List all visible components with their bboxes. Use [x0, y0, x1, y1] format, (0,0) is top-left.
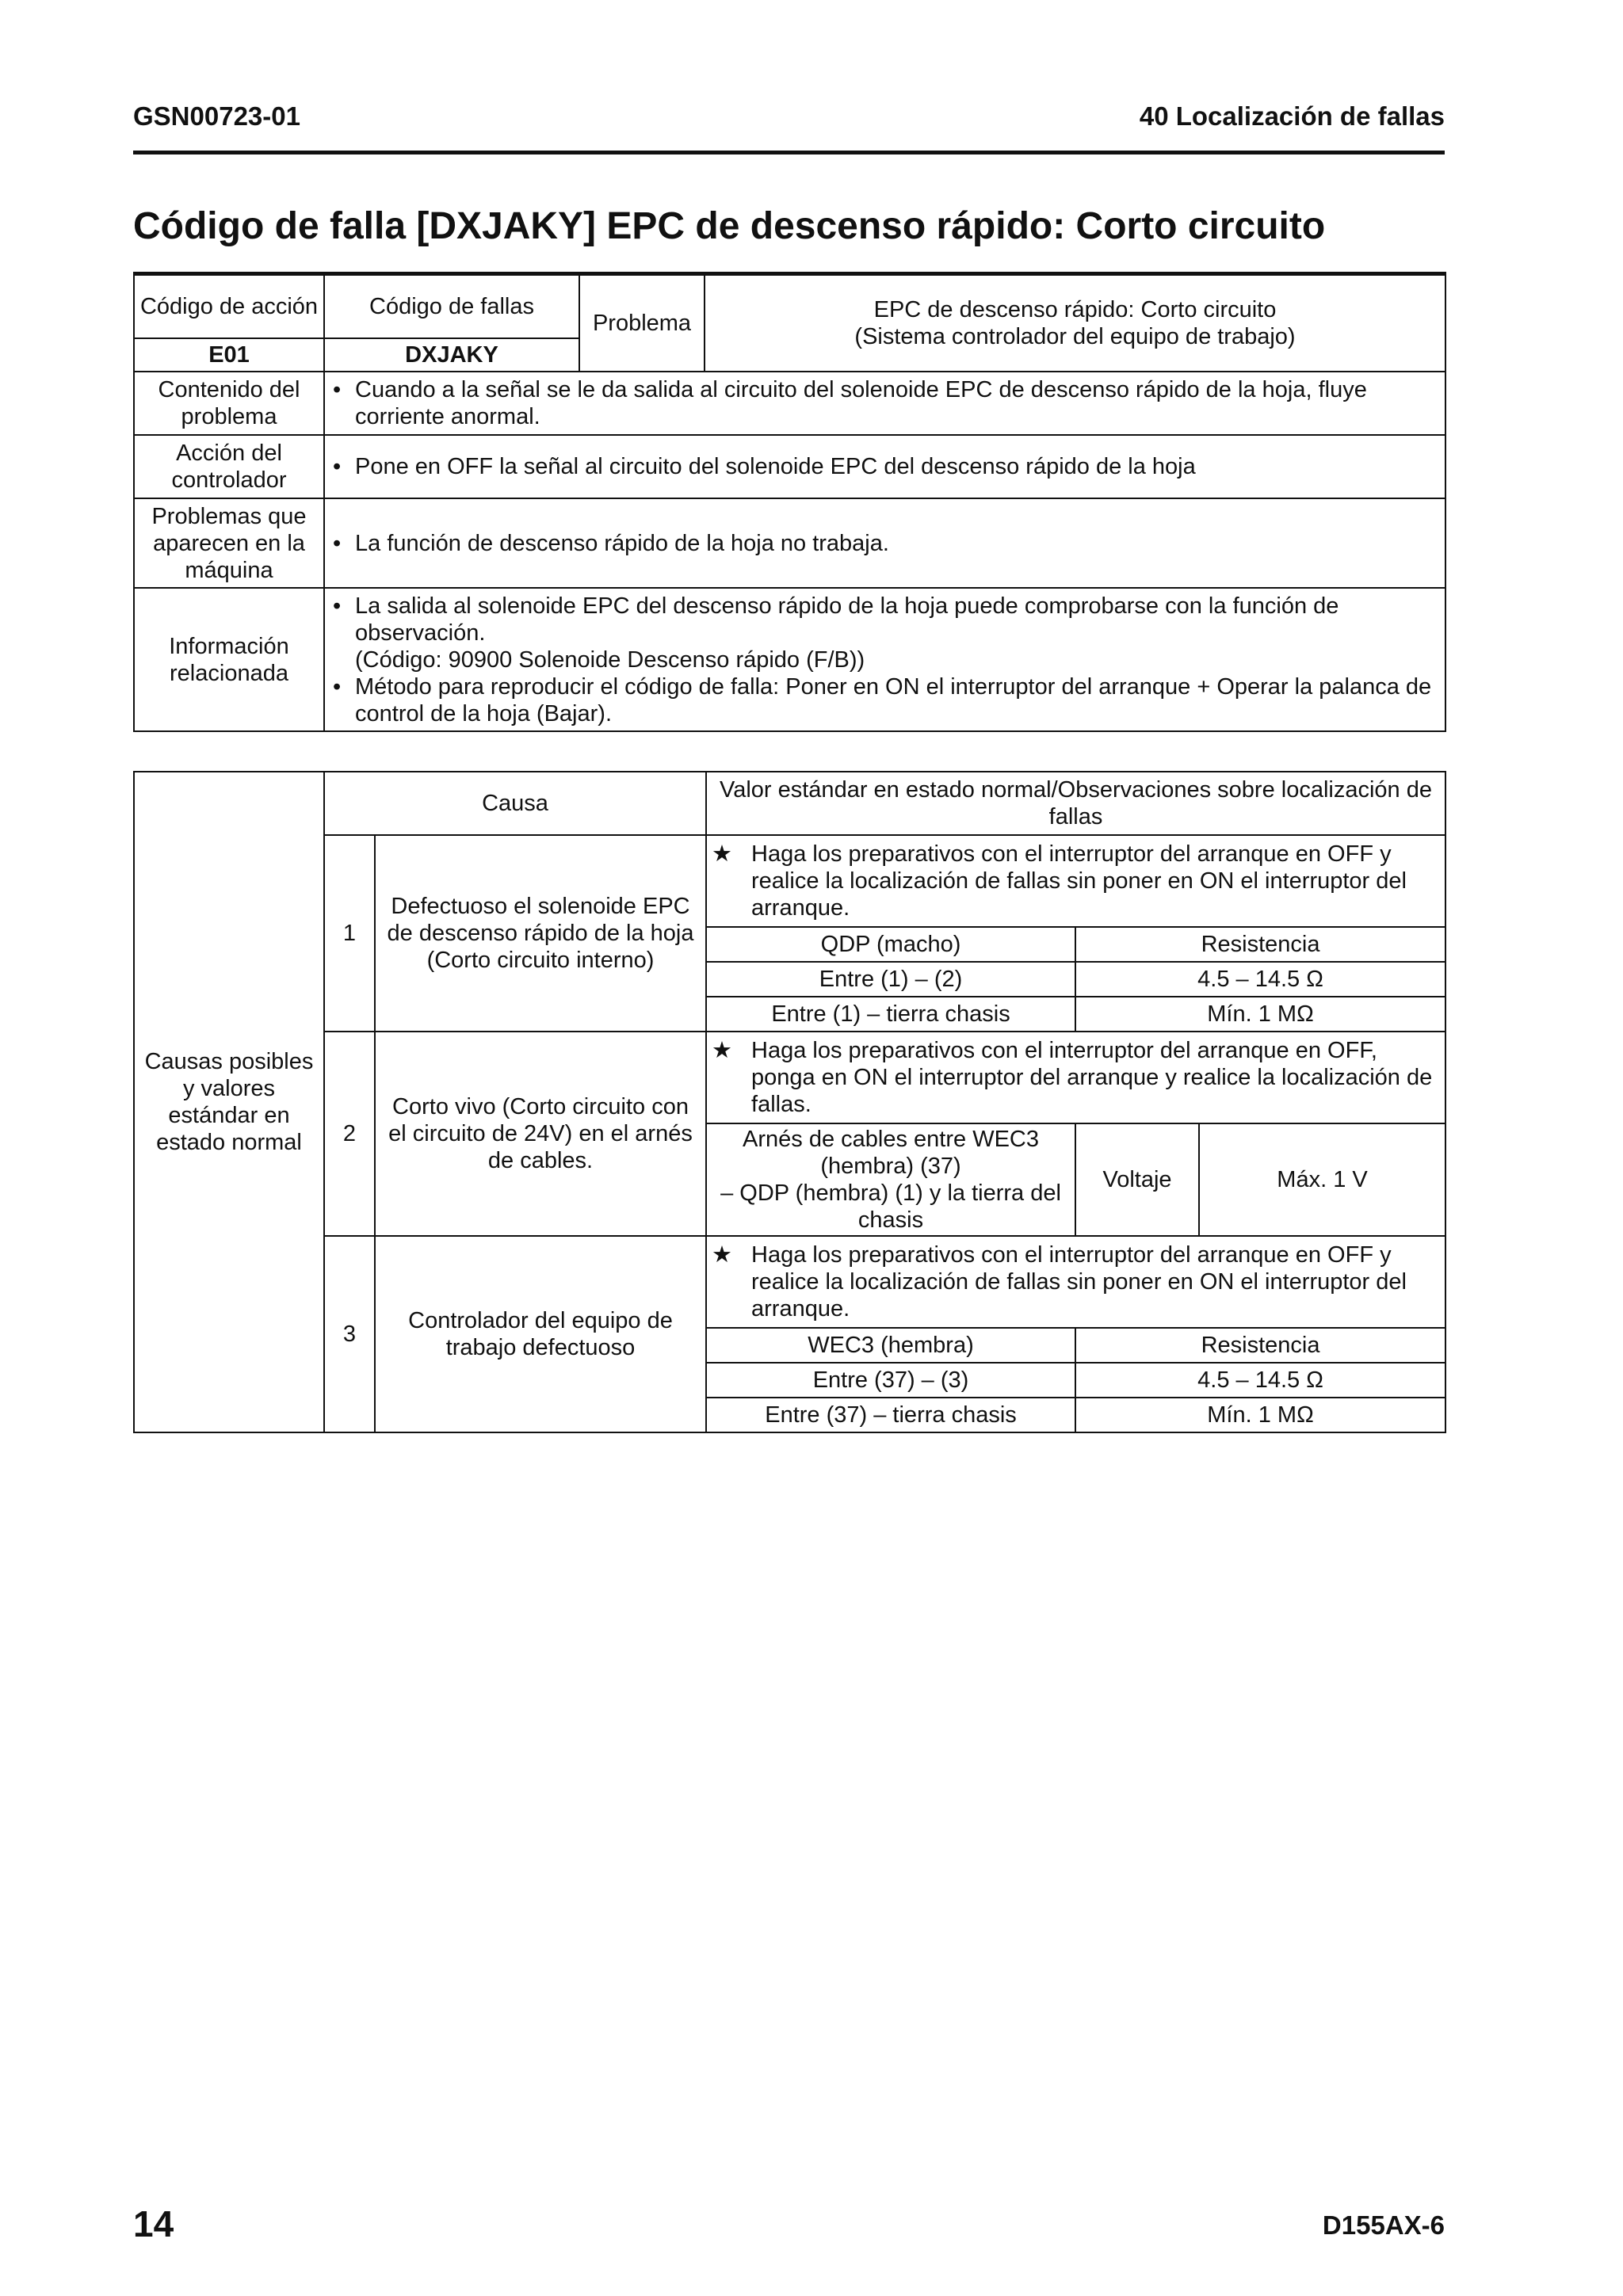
related-info-item1-code: (Código: 90900 Solenoide Descenso rápido (F/B))	[355, 646, 865, 673]
measurement-type: Voltaje	[1075, 1123, 1199, 1236]
cause-text-1: Defectuoso el solenoide EPC de descenso rápido de la hoja (Corto circuito interno)	[375, 835, 706, 1032]
table-cell: Mín. 1 MΩ	[1075, 997, 1445, 1032]
row-value-related-info	[324, 588, 1445, 731]
doc-code: GSN00723-01	[133, 101, 300, 131]
table-cell: 4.5 – 14.5 Ω	[1075, 962, 1445, 997]
table-cell: Entre (37) – tierra chasis	[706, 1398, 1075, 1432]
cause-note-1	[706, 835, 1445, 927]
problem-desc-line2: (Sistema controlador del equipo de trabajo)	[854, 324, 1296, 349]
note-text-line1: Haga los preparativos con el interruptor del arranque en OFF,	[751, 1038, 1377, 1063]
row-value-machine-problems	[324, 498, 1445, 588]
cause-text-2: Corto vivo (Corto circuito con el circuito de 24V) en el arnés de cables.	[375, 1032, 706, 1236]
list-item	[355, 593, 1440, 673]
page-title: Código de falla [DXJAKY] EPC de descenso rápido: Corto circuito	[133, 205, 1326, 247]
problem-desc-line1: EPC de descenso rápido: Corto circuito	[873, 297, 1277, 322]
cause-note-3	[706, 1236, 1445, 1328]
star-icon: ★	[712, 1242, 733, 1268]
table-cell: 4.5 – 14.5 Ω	[1075, 1363, 1445, 1398]
related-info-item1: La salida al solenoide EPC del descenso rápido de la hoja puede comprobarse con la función de observación.	[355, 593, 1339, 646]
model-code: D155AX-6	[1322, 2210, 1445, 2240]
value-header: Valor estándar en estado normal/Observaciones sobre localización de fallas	[706, 772, 1445, 835]
cause-number-3: 3	[324, 1236, 375, 1432]
row-value-controller-action	[324, 435, 1445, 498]
table-cell: WEC3 (hembra)	[706, 1328, 1075, 1363]
table-cell: Entre (1) – (2)	[706, 962, 1075, 997]
table-cell: Resistencia	[1075, 927, 1445, 962]
cause-note-2	[706, 1032, 1445, 1123]
table-cell: Entre (1) – tierra chasis	[706, 997, 1075, 1032]
row-label-problem-content: Contenido del problema	[134, 372, 324, 435]
causes-table	[133, 771, 1446, 1433]
measurement-line1: Arnés de cables entre WEC3 (hembra) (37)	[743, 1127, 1039, 1179]
table-cell: QDP (macho)	[706, 927, 1075, 962]
action-code-value: E01	[134, 338, 324, 372]
table-cell: Mín. 1 MΩ	[1075, 1398, 1445, 1432]
list-item: • Cuando a la señal se le da salida al circuito del solenoide EPC de descenso rápido de la hoja, fluye corriente anormal.	[355, 376, 1440, 430]
causes-left-label: Causas posibles y valores estándar en estado normal	[134, 772, 324, 1432]
list-item: • Método para reproducir el código de falla: Poner en ON el interruptor del arranque + Operar la palanca de control de la hoja (Bajar).	[355, 673, 1440, 727]
list-item: • Pone en OFF la señal al circuito del solenoide EPC del descenso rápido de la hoja	[355, 453, 1440, 480]
measurement-desc	[706, 1123, 1075, 1236]
row-label-related-info: Información relacionada	[134, 588, 324, 731]
measurement-line2: – QDP (hembra) (1) y la tierra del chasis	[720, 1180, 1061, 1233]
note-text: Haga los preparativos con el interruptor del arranque en OFF y realice la localización de fallas sin poner en ON el interruptor del arranque.	[751, 841, 1407, 921]
cause-text-3: Controlador del equipo de trabajo defectuoso	[375, 1236, 706, 1432]
fault-code-label: Código de fallas	[324, 274, 579, 339]
row-value-problem-content	[324, 372, 1445, 435]
measurement-value: Máx. 1 V	[1199, 1123, 1445, 1236]
star-icon: ★	[712, 1038, 733, 1063]
fault-info-table	[133, 272, 1446, 732]
section-title: 40 Localización de fallas	[1139, 101, 1445, 131]
row-label-machine-problems: Problemas que aparecen en la máquina	[134, 498, 324, 588]
note-text-line2: ponga en ON el interruptor del arranque y realice la localización de fallas.	[751, 1065, 1433, 1117]
table-cell: Entre (37) – (3)	[706, 1363, 1075, 1398]
note-text: Haga los preparativos con el interruptor del arranque en OFF y realice la localización de fallas sin poner en ON el interruptor del arranque.	[751, 1242, 1407, 1322]
page-number: 14	[133, 2203, 174, 2245]
cause-number-2: 2	[324, 1032, 375, 1236]
star-icon: ★	[712, 841, 733, 867]
table-cell: Resistencia	[1075, 1328, 1445, 1363]
cause-header: Causa	[324, 772, 706, 835]
header-rule	[133, 151, 1445, 154]
action-code-label: Código de acción	[134, 274, 324, 339]
cause-number-1: 1	[324, 835, 375, 1032]
problem-description	[705, 274, 1445, 372]
row-label-controller-action: Acción del controlador	[134, 435, 324, 498]
fault-code-value: DXJAKY	[324, 338, 579, 372]
list-item: • La función de descenso rápido de la hoja no trabaja.	[355, 530, 1440, 557]
problem-label: Problema	[579, 274, 705, 372]
